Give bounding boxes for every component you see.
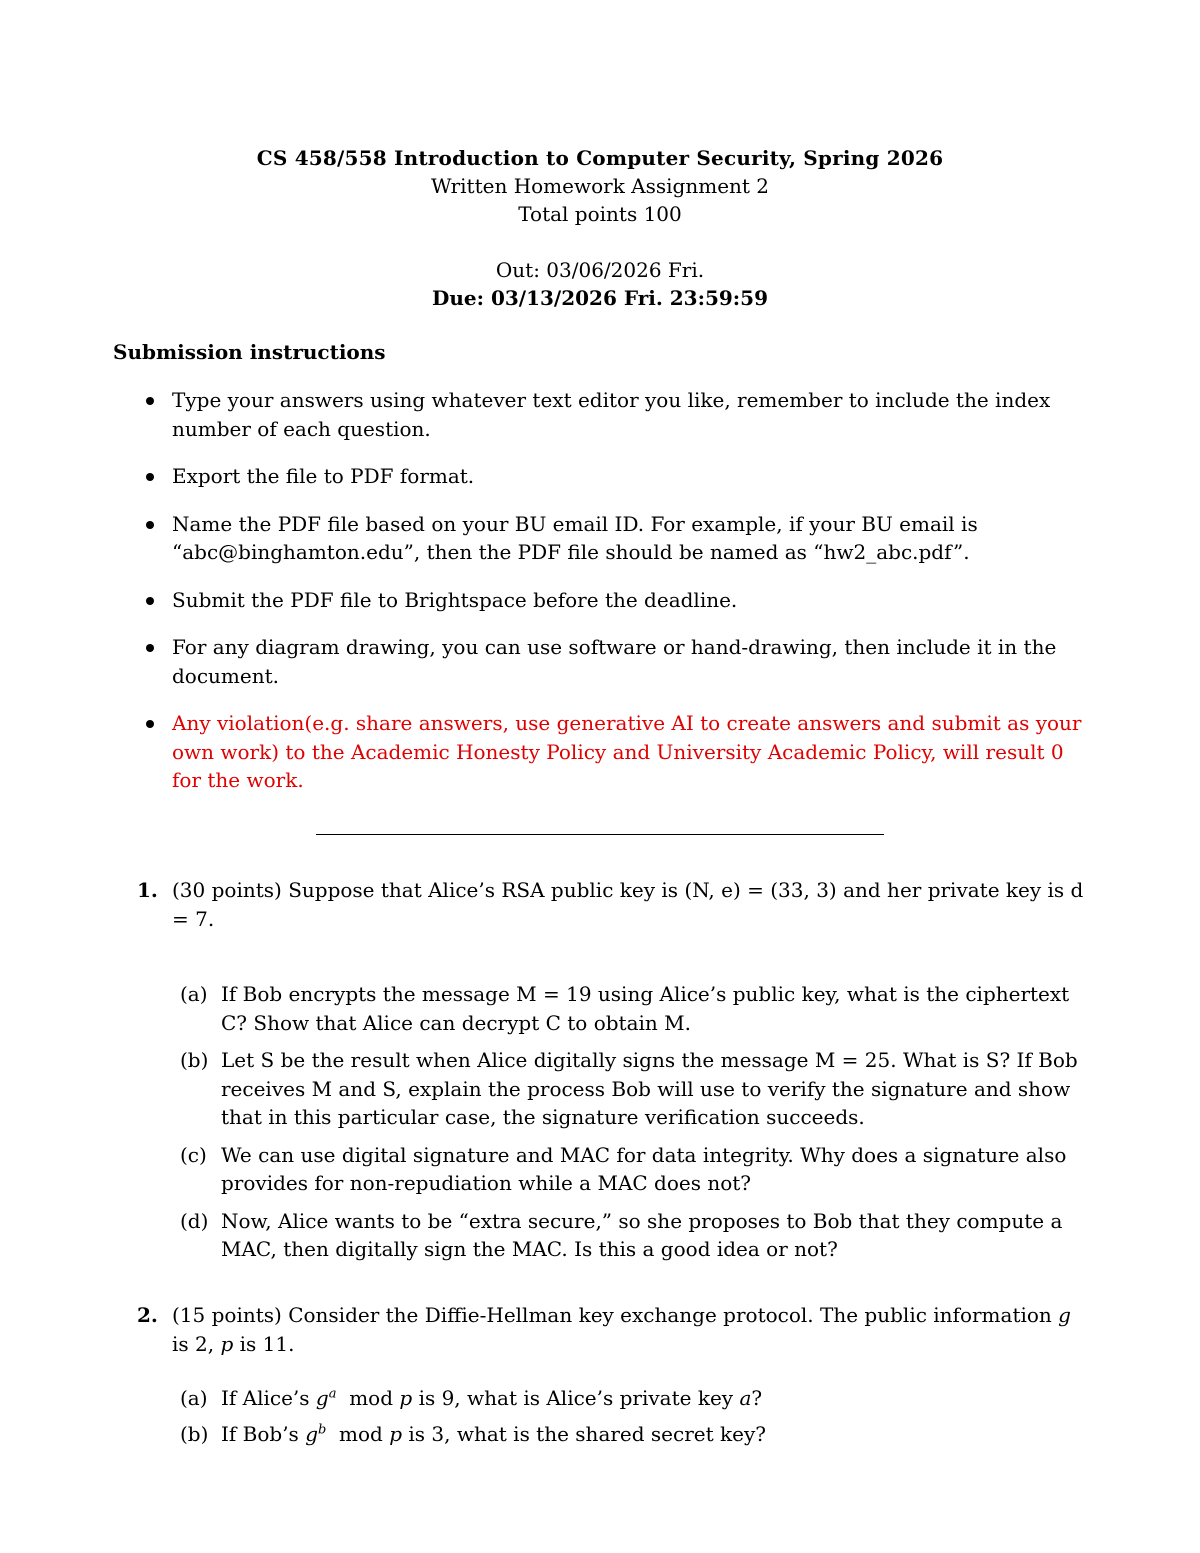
part-label: (c) <box>180 1142 207 1167</box>
instruction-text: Export the file to PDF format. <box>172 464 475 488</box>
instruction-text: Name the PDF file based on your BU email ID. For example, if your BU email is “abc@binghamton.edu”, then the PDF file should be named as “hw2_abc.pdf”. <box>172 511 978 564</box>
math-base: g <box>305 1421 318 1446</box>
total-points: Total points 100 <box>518 202 682 226</box>
list-item <box>140 586 1090 615</box>
question-text: (30 points) Suppose that Alice’s RSA public key is (N, e) = (33, 3) and her private key is d = 7. <box>172 878 1084 931</box>
question-text-part: is 2, <box>172 1331 215 1356</box>
part-end: ? <box>751 1386 763 1410</box>
math-var-p: p <box>220 1331 234 1356</box>
list-item <box>140 633 1090 690</box>
part-label: (b) <box>180 1048 209 1072</box>
list-item <box>180 1141 1090 1198</box>
assignment-title: Written Homework Assignment 2 <box>430 174 770 198</box>
question-1 <box>137 876 1089 933</box>
list-item <box>180 1384 1090 1413</box>
list-item <box>180 980 1090 1037</box>
bullet-icon <box>146 397 154 405</box>
part-text: If Bob encrypts the message M = 19 using Alice’s public key, what is the ciphertext C? Show that Alice can decrypt C to obtain M. <box>221 982 1070 1035</box>
academic-policy-warning <box>140 709 1090 795</box>
list-item <box>180 1420 1090 1449</box>
question-number: 1. <box>137 878 158 902</box>
part-text: We can use digital signature and MAC for data integrity. Why does a signature also provides for non-repudiation while a MAC does not? <box>221 1142 1067 1195</box>
horizontal-divider <box>316 834 884 835</box>
bullet-icon <box>146 597 154 605</box>
question-text-part: is 11. <box>239 1331 295 1356</box>
instruction-text: For any diagram drawing, you can use software or hand-drawing, then include it in the document. <box>172 635 1057 688</box>
math-var-p: p <box>399 1386 413 1410</box>
question-text <box>172 1301 1089 1358</box>
part-text: Now, Alice wants to be “extra secure,” so she proposes to Bob that they compute a MAC, then digitally sign the MAC. Is this a good idea or not? <box>221 1208 1063 1261</box>
list-item <box>140 462 1090 491</box>
math-var-p: p <box>389 1421 403 1446</box>
course-title: CS 458/558 Introduction to Computer Security, Spring 2026 <box>256 146 944 170</box>
math-var-g: g <box>1058 1303 1071 1327</box>
submission-list <box>140 386 1090 814</box>
question-number: 2. <box>137 1303 158 1327</box>
part-label: (a) <box>180 1386 208 1410</box>
math-mod: mod <box>339 1421 383 1446</box>
part-label: (a) <box>180 982 208 1006</box>
math-base: g <box>315 1386 329 1410</box>
list-item <box>140 386 1090 443</box>
question-2-parts <box>180 1384 1090 1455</box>
document-header <box>0 144 1200 312</box>
math-exponent: a <box>328 1386 337 1402</box>
instruction-text: Type your answers using whatever text editor you like, remember to include the index number of each question. <box>172 388 1051 441</box>
warning-text: Any violation(e.g. share answers, use generative AI to create answers and submit as your own work) to the Academic Honesty Policy and University Academic Policy, will result 0 for the work. <box>172 711 1082 792</box>
part-text: is 9, what is Alice’s private key <box>418 1386 734 1410</box>
bullet-icon <box>146 644 154 652</box>
part-text: is 3, what is the shared secret key? <box>408 1421 766 1446</box>
part-text: If Alice’s <box>221 1386 310 1410</box>
math-exponent: b <box>318 1421 327 1437</box>
list-item <box>180 1207 1090 1264</box>
out-date: Out: 03/06/2026 Fri. <box>495 258 705 282</box>
list-item <box>140 510 1090 567</box>
list-item <box>180 1046 1090 1132</box>
part-label: (b) <box>180 1421 209 1446</box>
part-text: If Bob’s <box>221 1421 299 1446</box>
part-label: (d) <box>180 1208 209 1233</box>
question-text-part: (15 points) Consider the Diffie-Hellman key exchange protocol. The public information <box>172 1303 1052 1327</box>
bullet-icon <box>146 521 154 529</box>
bullet-icon <box>146 473 154 481</box>
math-var-a: a <box>739 1386 752 1410</box>
math-mod: mod <box>349 1386 394 1410</box>
part-text: Let S be the result when Alice digitally signs the message M = 25. What is S? If Bob receives M and S, explain the process Bob will use to verify the signature and show that in this particular case, the signature verification succeeds. <box>221 1048 1078 1129</box>
submission-heading: Submission instructions <box>113 340 386 364</box>
bullet-icon <box>146 720 154 728</box>
question-1-parts <box>180 980 1090 1273</box>
question-2 <box>137 1301 1089 1358</box>
instruction-text: Submit the PDF file to Brightspace before the deadline. <box>172 587 738 612</box>
header-spacer <box>0 228 1200 256</box>
due-date: Due: 03/13/2026 Fri. 23:59:59 <box>431 286 769 310</box>
